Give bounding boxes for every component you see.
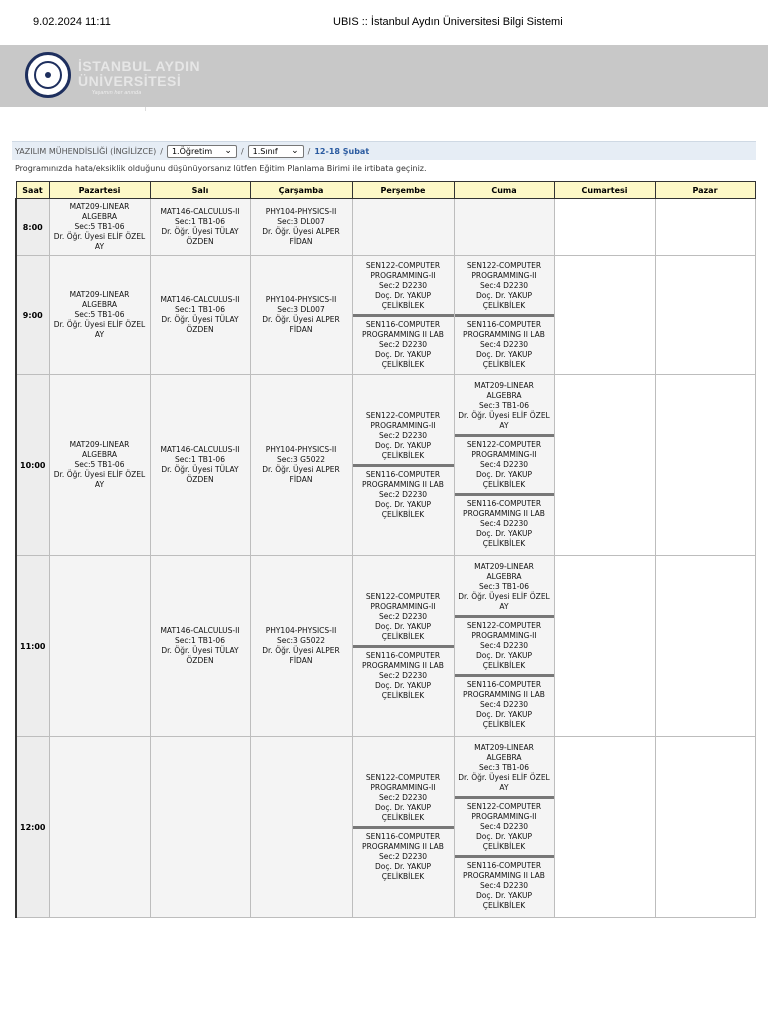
- breadcrumb-program: YAZILIM MÜHENDİSLİĞİ (İNGİLİZCE): [15, 146, 157, 156]
- course-section: Sec:3 DL007: [277, 305, 325, 314]
- course-block: [251, 442, 352, 488]
- chevron-down-icon: ⌄: [291, 146, 299, 156]
- course-section: Sec:1 TB1-06: [175, 455, 225, 464]
- timetable-cell-tuesday: [150, 737, 250, 918]
- notice-text: Programınızda hata/eksiklik olduğunu düşünüyorsanız lütfen Eğitim Planlama Birimi ile irtibata geçiniz.: [15, 164, 427, 173]
- breadcrumb: [12, 141, 756, 160]
- course-section: Sec:4 D2230: [479, 881, 529, 890]
- course-section: Sec:3 G5022: [276, 636, 326, 645]
- course-block: [455, 674, 554, 733]
- course-section: Sec:2 D2230: [378, 670, 428, 680]
- course-teacher: Dr. Öğr. Üyesi ALPER FİDAN: [262, 315, 340, 334]
- header-thursday: Perşembe: [352, 182, 454, 199]
- course-code: SEN116-COMPUTER PROGRAMMING II LAB: [463, 499, 545, 518]
- timetable-cell-tuesday: [150, 199, 250, 256]
- course-teacher: Dr. Öğr. Üyesi ALPER FİDAN: [262, 646, 340, 665]
- course-block: [151, 292, 250, 338]
- education-type-value: 1.Öğretim: [171, 146, 213, 156]
- course-teacher: Doç. Dr. YAKUP ÇELİKBİLEK: [374, 680, 432, 700]
- header-friday: Cuma: [454, 182, 554, 199]
- course-code: SEN116-COMPUTER PROGRAMMING II LAB: [463, 861, 545, 880]
- timetable-row: [16, 556, 755, 737]
- hour-label: 8:00: [16, 199, 49, 256]
- timetable-cell-wednesday: [250, 199, 352, 256]
- course-teacher: Dr. Öğr. Üyesi ELİF ÖZEL AY: [458, 592, 550, 611]
- logo-text-line1: İSTANBUL AYDIN: [78, 58, 201, 74]
- course-section: Sec:3 DL007: [277, 217, 325, 226]
- timetable-cell-monday: [49, 556, 150, 737]
- course-code: MAT209-LINEAR ALGEBRA: [69, 290, 130, 309]
- course-code: PHY104-PHYSICS-II: [265, 295, 337, 304]
- course-section: Sec:2 D2230: [378, 280, 428, 290]
- course-teacher: Doç. Dr. YAKUP ÇELİKBİLEK: [475, 349, 533, 369]
- timetable-row: [16, 375, 755, 556]
- hour-label: 11:00: [16, 556, 49, 737]
- header-wednesday: Çarşamba: [250, 182, 352, 199]
- course-code: MAT146-CALCULUS-II: [160, 207, 240, 216]
- chevron-down-icon: ⌄: [224, 146, 232, 156]
- course-section: Sec:1 TB1-06: [175, 305, 225, 314]
- banner-divider: [145, 107, 146, 111]
- course-section: Sec:3 TB1-06: [479, 763, 529, 772]
- print-date: 9.02.2024 11:11: [33, 16, 111, 28]
- course-code: SEN122-COMPUTER PROGRAMMING-II: [466, 621, 542, 640]
- timetable-row: [16, 199, 755, 256]
- course-section: Sec:5 TB1-06: [74, 310, 125, 319]
- course-code: MAT209-LINEAR ALGEBRA: [474, 743, 534, 762]
- timetable-row: [16, 737, 755, 918]
- logo-text-line2: ÜNİVERSİTESİ: [78, 73, 182, 89]
- breadcrumb-separator: /: [240, 146, 244, 156]
- course-code: SEN116-COMPUTER PROGRAMMING II LAB: [463, 680, 545, 699]
- course-code: SEN122-COMPUTER PROGRAMMING-II: [365, 410, 441, 430]
- course-block: [353, 826, 454, 885]
- course-block: [151, 442, 250, 488]
- course-teacher: Doç. Dr. YAKUP ÇELİKBİLEK: [374, 290, 432, 310]
- course-block: [455, 378, 554, 434]
- course-code: SEN122-COMPUTER PROGRAMMING-II: [466, 440, 542, 459]
- week-range: 12-18 Şubat: [314, 146, 370, 156]
- timetable-cell-sunday: [655, 375, 755, 556]
- header-saturday: Cumartesi: [554, 182, 655, 199]
- course-code: PHY104-PHYSICS-II: [265, 445, 337, 454]
- course-block: [455, 615, 554, 674]
- course-code: SEN122-COMPUTER PROGRAMMING-II: [466, 802, 542, 821]
- timetable-row: [16, 256, 755, 375]
- course-code: MAT146-CALCULUS-II: [160, 626, 240, 635]
- course-teacher: Doç. Dr. YAKUP ÇELİKBİLEK: [475, 651, 533, 670]
- course-section: Sec:4 D2230: [479, 280, 529, 290]
- course-teacher: Doç. Dr. YAKUP ÇELİKBİLEK: [475, 710, 533, 729]
- university-seal-icon: [25, 52, 71, 98]
- timetable-cell-friday: [454, 256, 554, 375]
- course-teacher: Doç. Dr. YAKUP ÇELİKBİLEK: [475, 290, 533, 310]
- timetable-cell-tuesday: [150, 375, 250, 556]
- timetable-header-row: [16, 182, 755, 199]
- timetable-cell-monday: [49, 737, 150, 918]
- hour-label: 9:00: [16, 256, 49, 375]
- course-block: [455, 493, 554, 552]
- course-block: [251, 204, 352, 250]
- course-code: SEN116-COMPUTER PROGRAMMING II LAB: [362, 831, 444, 851]
- timetable-cell-monday: [49, 256, 150, 375]
- course-code: SEN116-COMPUTER PROGRAMMING II LAB: [362, 650, 444, 670]
- course-block: [251, 623, 352, 669]
- course-section: Sec:4 D2230: [479, 339, 529, 349]
- course-teacher: Dr. Öğr. Üyesi ALPER FİDAN: [262, 465, 340, 484]
- timetable-cell-friday: [454, 199, 554, 256]
- course-block: [353, 464, 454, 523]
- header-hour: Saat: [16, 182, 49, 199]
- course-teacher: Doç. Dr. YAKUP ÇELİKBİLEK: [374, 440, 432, 460]
- timetable-cell-thursday: [352, 256, 454, 375]
- course-section: Sec:4 D2230: [479, 460, 529, 469]
- timetable-cell-wednesday: [250, 737, 352, 918]
- course-block: [455, 740, 554, 796]
- hour-label: 12:00: [16, 737, 49, 918]
- timetable-cell-wednesday: [250, 375, 352, 556]
- course-teacher: Dr. Öğr. Üyesi TÜLAY ÖZDEN: [161, 315, 239, 334]
- course-section: Sec:1 TB1-06: [175, 636, 225, 645]
- course-block: [353, 258, 454, 314]
- course-code: MAT209-LINEAR ALGEBRA: [69, 440, 130, 459]
- course-section: Sec:3 TB1-06: [479, 582, 529, 591]
- course-teacher: Dr. Öğr. Üyesi TÜLAY ÖZDEN: [161, 227, 239, 246]
- course-teacher: Doç. Dr. YAKUP ÇELİKBİLEK: [374, 802, 432, 822]
- timetable-cell-saturday: [554, 375, 655, 556]
- course-teacher: Dr. Öğr. Üyesi ELİF ÖZEL AY: [458, 411, 550, 430]
- course-code: SEN122-COMPUTER PROGRAMMING-II: [365, 772, 441, 792]
- timetable-cell-friday: [454, 737, 554, 918]
- breadcrumb-separator: /: [160, 146, 163, 156]
- course-teacher: Dr. Öğr. Üyesi ELİF ÖZEL AY: [53, 470, 146, 489]
- course-code: MAT146-CALCULUS-II: [160, 445, 240, 454]
- course-code: SEN116-COMPUTER PROGRAMMING II LAB: [362, 319, 444, 339]
- course-section: Sec:2 D2230: [378, 611, 428, 621]
- timetable-cell-saturday: [554, 199, 655, 256]
- course-code: MAT209-LINEAR ALGEBRA: [474, 562, 534, 581]
- timetable-cell-sunday: [655, 556, 755, 737]
- course-teacher: Dr. Öğr. Üyesi ELİF ÖZEL AY: [53, 232, 146, 251]
- course-section: Sec:4 D2230: [479, 822, 529, 831]
- course-block: [50, 287, 150, 343]
- timetable-cell-saturday: [554, 256, 655, 375]
- course-code: SEN122-COMPUTER PROGRAMMING-II: [466, 260, 542, 280]
- course-section: Sec:5 TB1-06: [74, 222, 125, 231]
- course-block: [353, 645, 454, 704]
- course-teacher: Doç. Dr. YAKUP ÇELİKBİLEK: [475, 832, 533, 851]
- course-block: [353, 589, 454, 645]
- course-block: [353, 408, 454, 464]
- timetable-cell-thursday: [352, 556, 454, 737]
- course-section: Sec:2 D2230: [378, 430, 428, 440]
- education-type-select[interactable]: [167, 145, 237, 158]
- course-block: [251, 292, 352, 338]
- course-code: MAT209-LINEAR ALGEBRA: [474, 381, 534, 400]
- breadcrumb-separator: /: [307, 146, 311, 156]
- course-section: Sec:4 D2230: [479, 641, 529, 650]
- course-block: [455, 258, 554, 314]
- course-block: [50, 437, 150, 493]
- course-teacher: Dr. Öğr. Üyesi TÜLAY ÖZDEN: [161, 465, 239, 484]
- course-section: Sec:3 G5022: [276, 455, 326, 464]
- class-select[interactable]: [248, 145, 304, 158]
- course-section: Sec:2 D2230: [378, 489, 428, 499]
- course-teacher: Doç. Dr. YAKUP ÇELİKBİLEK: [374, 861, 432, 881]
- timetable-cell-friday: [454, 556, 554, 737]
- course-block: [455, 314, 554, 373]
- class-value: 1.Sınıf: [252, 146, 278, 156]
- timetable-cell-monday: [49, 375, 150, 556]
- course-teacher: Dr. Öğr. Üyesi ELİF ÖZEL AY: [458, 773, 550, 792]
- header-tuesday: Salı: [150, 182, 250, 199]
- course-code: MAT209-LINEAR ALGEBRA: [69, 202, 130, 221]
- course-section: Sec:2 D2230: [378, 851, 428, 861]
- course-code: PHY104-PHYSICS-II: [265, 626, 337, 635]
- logo-slogan: Yaşamın her anında: [92, 90, 142, 96]
- course-section: Sec:2 D2230: [378, 339, 428, 349]
- course-teacher: Dr. Öğr. Üyesi TÜLAY ÖZDEN: [161, 646, 239, 665]
- timetable-cell-tuesday: [150, 556, 250, 737]
- course-teacher: Doç. Dr. YAKUP ÇELİKBİLEK: [475, 891, 533, 910]
- course-code: SEN116-COMPUTER PROGRAMMING II LAB: [463, 319, 545, 339]
- course-code: SEN116-COMPUTER PROGRAMMING II LAB: [362, 469, 444, 489]
- timetable-cell-thursday: [352, 375, 454, 556]
- course-teacher: Doç. Dr. YAKUP ÇELİKBİLEK: [374, 349, 432, 369]
- course-block: [455, 559, 554, 615]
- course-code: PHY104-PHYSICS-II: [265, 207, 337, 216]
- course-block: [151, 623, 250, 669]
- course-teacher: Dr. Öğr. Üyesi ALPER FİDAN: [262, 227, 340, 246]
- timetable-cell-sunday: [655, 256, 755, 375]
- course-code: SEN122-COMPUTER PROGRAMMING-II: [365, 591, 441, 611]
- course-section: Sec:1 TB1-06: [175, 217, 225, 226]
- course-block: [151, 204, 250, 250]
- weekly-timetable: [15, 181, 756, 918]
- hour-label: 10:00: [16, 375, 49, 556]
- course-teacher: Doç. Dr. YAKUP ÇELİKBİLEK: [475, 529, 533, 548]
- course-code: MAT146-CALCULUS-II: [160, 295, 240, 304]
- timetable-cell-sunday: [655, 199, 755, 256]
- timetable-cell-wednesday: [250, 256, 352, 375]
- timetable-cell-tuesday: [150, 256, 250, 375]
- course-block: [50, 199, 150, 255]
- timetable-cell-saturday: [554, 737, 655, 918]
- course-section: Sec:4 D2230: [479, 519, 529, 528]
- course-teacher: Dr. Öğr. Üyesi ELİF ÖZEL AY: [53, 320, 146, 339]
- timetable-cell-sunday: [655, 737, 755, 918]
- course-block: [353, 770, 454, 826]
- timetable-cell-monday: [49, 199, 150, 256]
- course-block: [455, 434, 554, 493]
- timetable-cell-wednesday: [250, 556, 352, 737]
- course-teacher: Doç. Dr. YAKUP ÇELİKBİLEK: [374, 621, 432, 641]
- course-block: [455, 796, 554, 855]
- header-monday: Pazartesi: [49, 182, 150, 199]
- course-section: Sec:5 TB1-06: [74, 460, 125, 469]
- timetable-cell-friday: [454, 375, 554, 556]
- timetable-cell-saturday: [554, 556, 655, 737]
- header-sunday: Pazar: [655, 182, 755, 199]
- course-block: [455, 855, 554, 914]
- course-block: [353, 314, 454, 373]
- print-page-title: UBIS :: İstanbul Aydın Üniversitesi Bilgi Sistemi: [333, 16, 563, 28]
- timetable-cell-thursday: [352, 199, 454, 256]
- course-section: Sec:4 D2230: [479, 700, 529, 709]
- course-teacher: Doç. Dr. YAKUP ÇELİKBİLEK: [475, 470, 533, 489]
- course-code: SEN122-COMPUTER PROGRAMMING-II: [365, 260, 441, 280]
- course-section: Sec:2 D2230: [378, 792, 428, 802]
- course-teacher: Doç. Dr. YAKUP ÇELİKBİLEK: [374, 499, 432, 519]
- timetable-cell-thursday: [352, 737, 454, 918]
- course-section: Sec:3 TB1-06: [479, 401, 529, 410]
